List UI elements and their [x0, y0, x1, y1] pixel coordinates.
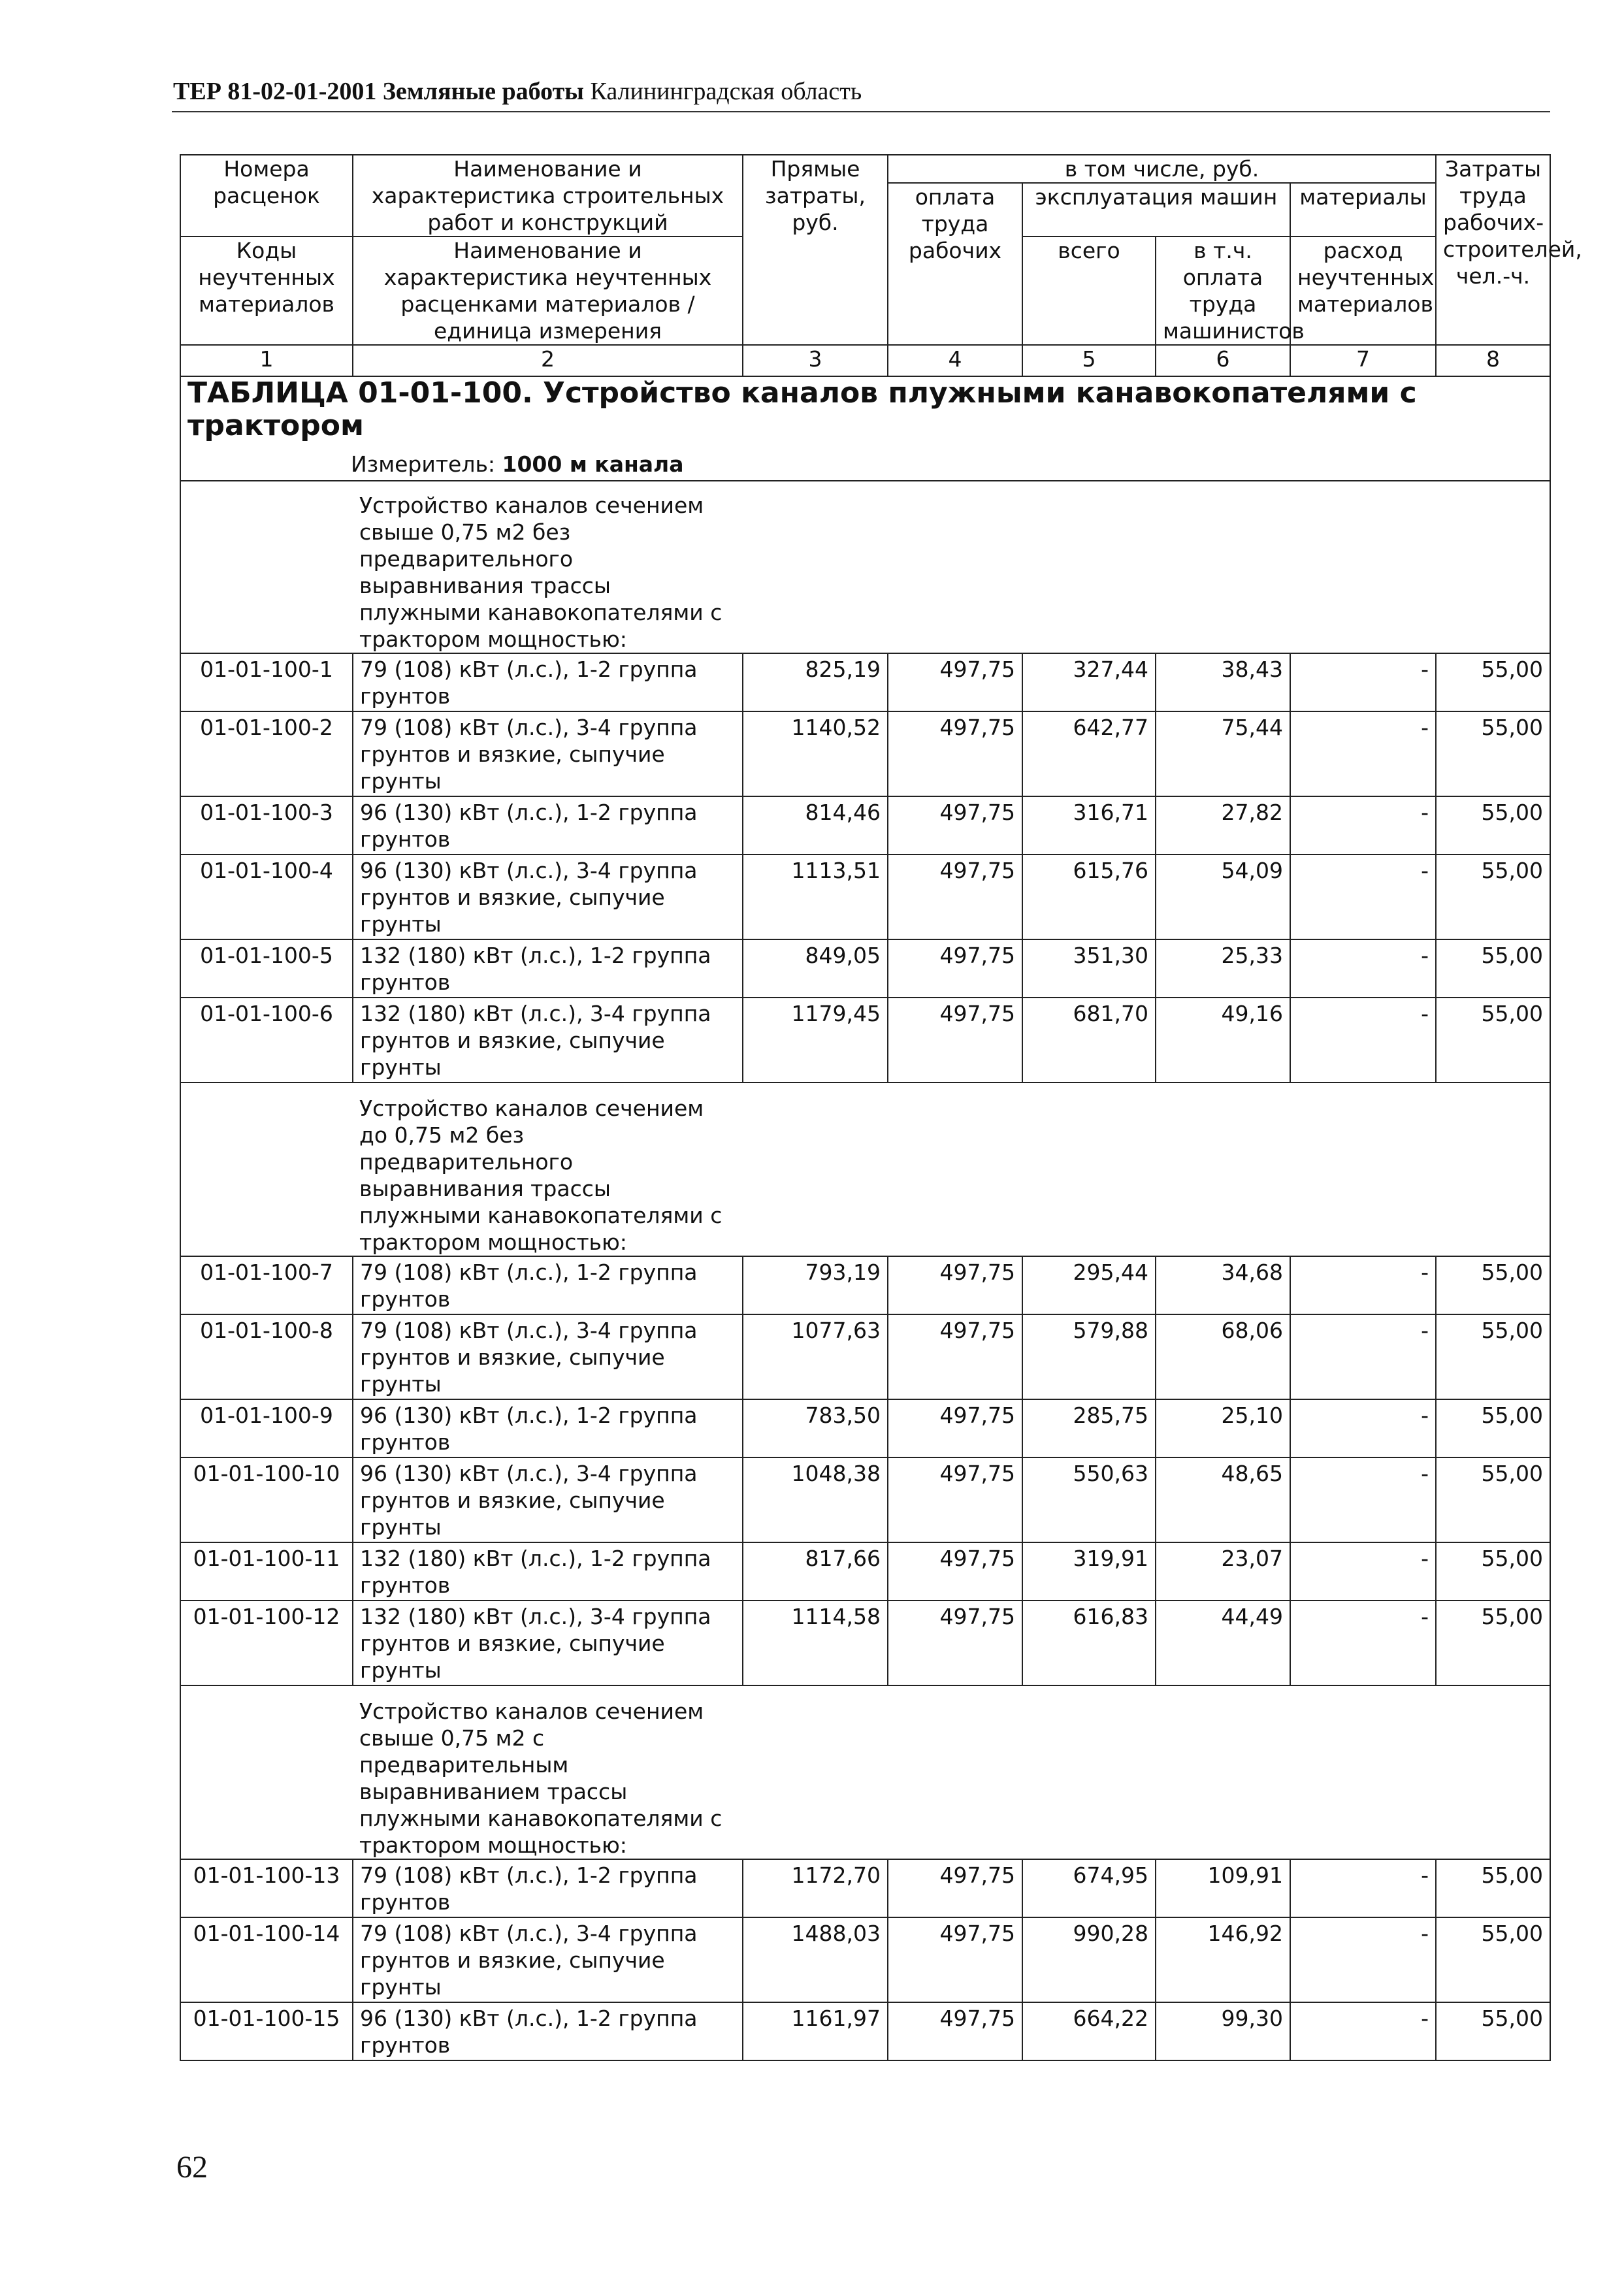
page-number: 62 — [176, 2150, 208, 2185]
worker-pay-value: 497,75 — [888, 653, 1022, 711]
rate-code: 01-01-100-9 — [180, 1399, 353, 1457]
machines-total-value: 642,77 — [1022, 711, 1156, 796]
rate-code: 01-01-100-8 — [180, 1314, 353, 1399]
rate-description: 96 (130) кВт (л.с.), 1-2 группа грунтов — [353, 2002, 743, 2060]
machinist-pay-value: 99,30 — [1156, 2002, 1290, 2060]
document-code: ТЕР 81-02-01-2001 — [173, 78, 377, 105]
column-number: 4 — [888, 345, 1022, 376]
group-heading-spacer — [180, 1082, 353, 1256]
worker-pay-value: 497,75 — [888, 1601, 1022, 1685]
column-number: 6 — [1156, 345, 1290, 376]
worker-pay-value: 497,75 — [888, 711, 1022, 796]
col-header-worker-pay: оплата труда рабочих — [888, 183, 1022, 345]
header-row-1 — [180, 155, 1550, 183]
col-header-materials: материалы — [1290, 183, 1436, 236]
worker-pay-value: 497,75 — [888, 1542, 1022, 1601]
worker-pay-value: 497,75 — [888, 2002, 1022, 2060]
group-heading-spacer — [1156, 1082, 1290, 1256]
table-title: ТАБЛИЦА 01-01-100. Устройство каналов плужными канавокопателями с трактором — [187, 376, 1417, 442]
machines-total-value: 327,44 — [1022, 653, 1156, 711]
materials-value: - — [1290, 1542, 1436, 1601]
group-heading-spacer — [1022, 481, 1156, 653]
rate-description: 96 (130) кВт (л.с.), 3-4 группа грунтов и вязкие, сыпучие грунты — [353, 854, 743, 939]
rate-code: 01-01-100-3 — [180, 796, 353, 854]
col-header-machinist-pay: в т.ч. оплата труда машинистов — [1156, 236, 1290, 345]
materials-value: - — [1290, 1256, 1436, 1314]
rate-code: 01-01-100-12 — [180, 1601, 353, 1685]
group-heading: Устройство каналов сечением свыше 0,75 м2 без предварительного выравнивания трассы плужными канавокопателями с трактором мощностью: — [353, 481, 743, 653]
rate-description: 79 (108) кВт (л.с.), 1-2 группа грунтов — [353, 653, 743, 711]
direct-costs-value: 825,19 — [743, 653, 888, 711]
machinist-pay-value: 68,06 — [1156, 1314, 1290, 1399]
machinist-pay-value: 34,68 — [1156, 1256, 1290, 1314]
machinist-pay-value: 54,09 — [1156, 854, 1290, 939]
group-heading-spacer — [888, 1685, 1022, 1859]
rate-code: 01-01-100-11 — [180, 1542, 353, 1601]
col-header-including: в том числе, руб. — [888, 155, 1436, 183]
rate-description: 132 (180) кВт (л.с.), 1-2 группа грунтов — [353, 939, 743, 998]
rate-row — [180, 796, 1550, 854]
col-header-unaccounted-consumption: расход неучтенных материалов — [1290, 236, 1436, 345]
rate-code: 01-01-100-7 — [180, 1256, 353, 1314]
measure-value: 1000 м канала — [502, 451, 684, 477]
worker-pay-value: 497,75 — [888, 1314, 1022, 1399]
labor-hours-value: 55,00 — [1436, 998, 1550, 1082]
machinist-pay-value: 75,44 — [1156, 711, 1290, 796]
measure-unit — [187, 451, 1543, 478]
rate-description: 96 (130) кВт (л.с.), 3-4 группа грунтов и вязкие, сыпучие грунты — [353, 1457, 743, 1542]
group-heading-spacer — [1290, 481, 1436, 653]
rate-row — [180, 1314, 1550, 1399]
labor-hours-value: 55,00 — [1436, 1917, 1550, 2002]
machines-total-value: 990,28 — [1022, 1917, 1156, 2002]
rate-row — [180, 2002, 1550, 2060]
group-heading-spacer — [1156, 481, 1290, 653]
direct-costs-value: 1114,58 — [743, 1601, 888, 1685]
machines-total-value: 579,88 — [1022, 1314, 1156, 1399]
machinist-pay-value: 44,49 — [1156, 1601, 1290, 1685]
rate-row — [180, 1457, 1550, 1542]
direct-costs-value: 1048,38 — [743, 1457, 888, 1542]
rate-description: 132 (180) кВт (л.с.), 1-2 группа грунтов — [353, 1542, 743, 1601]
direct-costs-value: 1140,52 — [743, 711, 888, 796]
rate-description: 96 (130) кВт (л.с.), 1-2 группа грунтов — [353, 1399, 743, 1457]
rate-row — [180, 939, 1550, 998]
machines-total-value: 351,30 — [1022, 939, 1156, 998]
labor-hours-value: 55,00 — [1436, 1457, 1550, 1542]
rate-code: 01-01-100-4 — [180, 854, 353, 939]
machinist-pay-value: 48,65 — [1156, 1457, 1290, 1542]
column-number: 1 — [180, 345, 353, 376]
rate-code: 01-01-100-1 — [180, 653, 353, 711]
labor-hours-value: 55,00 — [1436, 939, 1550, 998]
rate-description: 79 (108) кВт (л.с.), 3-4 группа грунтов и вязкие, сыпучие грунты — [353, 711, 743, 796]
group-heading-spacer — [888, 1082, 1022, 1256]
rate-code: 01-01-100-15 — [180, 2002, 353, 2060]
labor-hours-value: 55,00 — [1436, 854, 1550, 939]
materials-value: - — [1290, 1457, 1436, 1542]
column-number-row — [180, 345, 1550, 376]
direct-costs-value: 1172,70 — [743, 1859, 888, 1917]
machinist-pay-value: 25,10 — [1156, 1399, 1290, 1457]
direct-costs-value: 814,46 — [743, 796, 888, 854]
rate-row — [180, 1256, 1550, 1314]
rate-row — [180, 1601, 1550, 1685]
rate-description: 79 (108) кВт (л.с.), 1-2 группа грунтов — [353, 1256, 743, 1314]
col-header-rate-numbers: Номера расценок — [180, 155, 353, 236]
group-heading-spacer — [1156, 1685, 1290, 1859]
col-header-direct-costs: Прямые затраты, руб. — [743, 155, 888, 345]
column-number: 2 — [353, 345, 743, 376]
direct-costs-value: 1161,97 — [743, 2002, 888, 2060]
group-heading: Устройство каналов сечением свыше 0,75 м2 с предварительным выравниванием трассы плужными канавокопателями с трактором мощностью: — [353, 1685, 743, 1859]
materials-value: - — [1290, 998, 1436, 1082]
document-work-type: Земляные работы — [382, 78, 584, 105]
labor-hours-value: 55,00 — [1436, 1256, 1550, 1314]
machines-total-value: 674,95 — [1022, 1859, 1156, 1917]
col-header-work-name: Наименование и характеристика строительных работ и конструкций — [353, 155, 743, 236]
machines-total-value: 550,63 — [1022, 1457, 1156, 1542]
rate-description: 132 (180) кВт (л.с.), 3-4 группа грунтов и вязкие, сыпучие грунты — [353, 998, 743, 1082]
labor-hours-value: 55,00 — [1436, 1859, 1550, 1917]
machines-total-value: 319,91 — [1022, 1542, 1156, 1601]
column-number: 3 — [743, 345, 888, 376]
col-header-labor-hours: Затраты труда рабочих-строителей, чел.-ч. — [1436, 155, 1550, 345]
rate-description: 79 (108) кВт (л.с.), 1-2 группа грунтов — [353, 1859, 743, 1917]
materials-value: - — [1290, 1399, 1436, 1457]
group-heading-spacer — [1436, 1685, 1550, 1859]
group-heading-spacer — [180, 1685, 353, 1859]
rate-row — [180, 1399, 1550, 1457]
machinist-pay-value: 49,16 — [1156, 998, 1290, 1082]
rate-row — [180, 998, 1550, 1082]
machinist-pay-value: 146,92 — [1156, 1917, 1290, 2002]
rate-description: 79 (108) кВт (л.с.), 3-4 группа грунтов и вязкие, сыпучие грунты — [353, 1314, 743, 1399]
labor-hours-value: 55,00 — [1436, 1314, 1550, 1399]
rate-description: 132 (180) кВт (л.с.), 3-4 группа грунтов и вязкие, сыпучие грунты — [353, 1601, 743, 1685]
worker-pay-value: 497,75 — [888, 998, 1022, 1082]
group-heading-spacer — [1022, 1082, 1156, 1256]
col-header-machine-operation: эксплуатация машин — [1022, 183, 1290, 236]
header-rule — [172, 111, 1550, 112]
labor-hours-value: 55,00 — [1436, 1399, 1550, 1457]
worker-pay-value: 497,75 — [888, 1917, 1022, 2002]
group-heading-spacer — [888, 481, 1022, 653]
rate-code: 01-01-100-2 — [180, 711, 353, 796]
worker-pay-value: 497,75 — [888, 939, 1022, 998]
group-heading-spacer — [1436, 481, 1550, 653]
materials-value: - — [1290, 1601, 1436, 1685]
machines-total-value: 616,83 — [1022, 1601, 1156, 1685]
document-header — [173, 77, 862, 106]
machines-total-value: 615,76 — [1022, 854, 1156, 939]
rate-row — [180, 854, 1550, 939]
rate-code: 01-01-100-10 — [180, 1457, 353, 1542]
group-heading-row — [180, 481, 1550, 653]
machinist-pay-value: 27,82 — [1156, 796, 1290, 854]
machines-total-value: 316,71 — [1022, 796, 1156, 854]
group-heading-spacer — [743, 1685, 888, 1859]
direct-costs-value: 1488,03 — [743, 1917, 888, 2002]
col-header-machines-total: всего — [1022, 236, 1156, 345]
worker-pay-value: 497,75 — [888, 1457, 1022, 1542]
column-number: 5 — [1022, 345, 1156, 376]
worker-pay-value: 497,75 — [888, 854, 1022, 939]
group-heading-row — [180, 1685, 1550, 1859]
labor-hours-value: 55,00 — [1436, 796, 1550, 854]
direct-costs-value: 1113,51 — [743, 854, 888, 939]
group-heading-spacer — [1290, 1082, 1436, 1256]
direct-costs-value: 849,05 — [743, 939, 888, 998]
machinist-pay-value: 25,33 — [1156, 939, 1290, 998]
column-number: 7 — [1290, 345, 1436, 376]
labor-hours-value: 55,00 — [1436, 1542, 1550, 1601]
machinist-pay-value: 23,07 — [1156, 1542, 1290, 1601]
machines-total-value: 285,75 — [1022, 1399, 1156, 1457]
labor-hours-value: 55,00 — [1436, 653, 1550, 711]
rates-table — [180, 154, 1582, 2061]
worker-pay-value: 497,75 — [888, 1256, 1022, 1314]
machines-total-value: 295,44 — [1022, 1256, 1156, 1314]
rate-description: 79 (108) кВт (л.с.), 3-4 группа грунтов и вязкие, сыпучие грунты — [353, 1917, 743, 2002]
col-header-unaccounted-codes: Коды неучтенных материалов — [180, 236, 353, 345]
direct-costs-value: 817,66 — [743, 1542, 888, 1601]
group-heading-spacer — [1436, 1082, 1550, 1256]
table-title-row — [180, 376, 1550, 481]
column-number: 8 — [1436, 345, 1550, 376]
rate-code: 01-01-100-13 — [180, 1859, 353, 1917]
rate-row — [180, 711, 1550, 796]
rate-code: 01-01-100-14 — [180, 1917, 353, 2002]
materials-value: - — [1290, 796, 1436, 854]
group-heading-spacer — [743, 481, 888, 653]
labor-hours-value: 55,00 — [1436, 711, 1550, 796]
worker-pay-value: 497,75 — [888, 1859, 1022, 1917]
labor-hours-value: 55,00 — [1436, 1601, 1550, 1685]
measure-label: Измеритель: — [351, 451, 502, 477]
materials-value: - — [1290, 1314, 1436, 1399]
col-header-unaccounted-names: Наименование и характеристика неучтенных расценками материалов / единица измерения — [353, 236, 743, 345]
machinist-pay-value: 109,91 — [1156, 1859, 1290, 1917]
materials-value: - — [1290, 711, 1436, 796]
worker-pay-value: 497,75 — [888, 1399, 1022, 1457]
direct-costs-value: 793,19 — [743, 1256, 888, 1314]
group-heading: Устройство каналов сечением до 0,75 м2 без предварительного выравнивания трассы плужными канавокопателями с трактором мощностью: — [353, 1082, 743, 1256]
direct-costs-value: 783,50 — [743, 1399, 888, 1457]
materials-value: - — [1290, 653, 1436, 711]
machines-total-value: 664,22 — [1022, 2002, 1156, 2060]
group-heading-spacer — [743, 1082, 888, 1256]
machinist-pay-value: 38,43 — [1156, 653, 1290, 711]
group-heading-row — [180, 1082, 1550, 1256]
materials-value: - — [1290, 1859, 1436, 1917]
rate-code: 01-01-100-5 — [180, 939, 353, 998]
labor-hours-value: 55,00 — [1436, 2002, 1550, 2060]
rate-row — [180, 1542, 1550, 1601]
materials-value: - — [1290, 854, 1436, 939]
materials-value: - — [1290, 939, 1436, 998]
group-heading-spacer — [180, 481, 353, 653]
materials-value: - — [1290, 1917, 1436, 2002]
direct-costs-value: 1179,45 — [743, 998, 888, 1082]
rate-row — [180, 653, 1550, 711]
group-heading-spacer — [1290, 1685, 1436, 1859]
machines-total-value: 681,70 — [1022, 998, 1156, 1082]
rate-row — [180, 1859, 1550, 1917]
rate-row — [180, 1917, 1550, 2002]
direct-costs-value: 1077,63 — [743, 1314, 888, 1399]
rate-code: 01-01-100-6 — [180, 998, 353, 1082]
worker-pay-value: 497,75 — [888, 796, 1022, 854]
materials-value: - — [1290, 2002, 1436, 2060]
group-heading-spacer — [1022, 1685, 1156, 1859]
document-region: Калининградская область — [590, 78, 862, 105]
rate-description: 96 (130) кВт (л.с.), 1-2 группа грунтов — [353, 796, 743, 854]
